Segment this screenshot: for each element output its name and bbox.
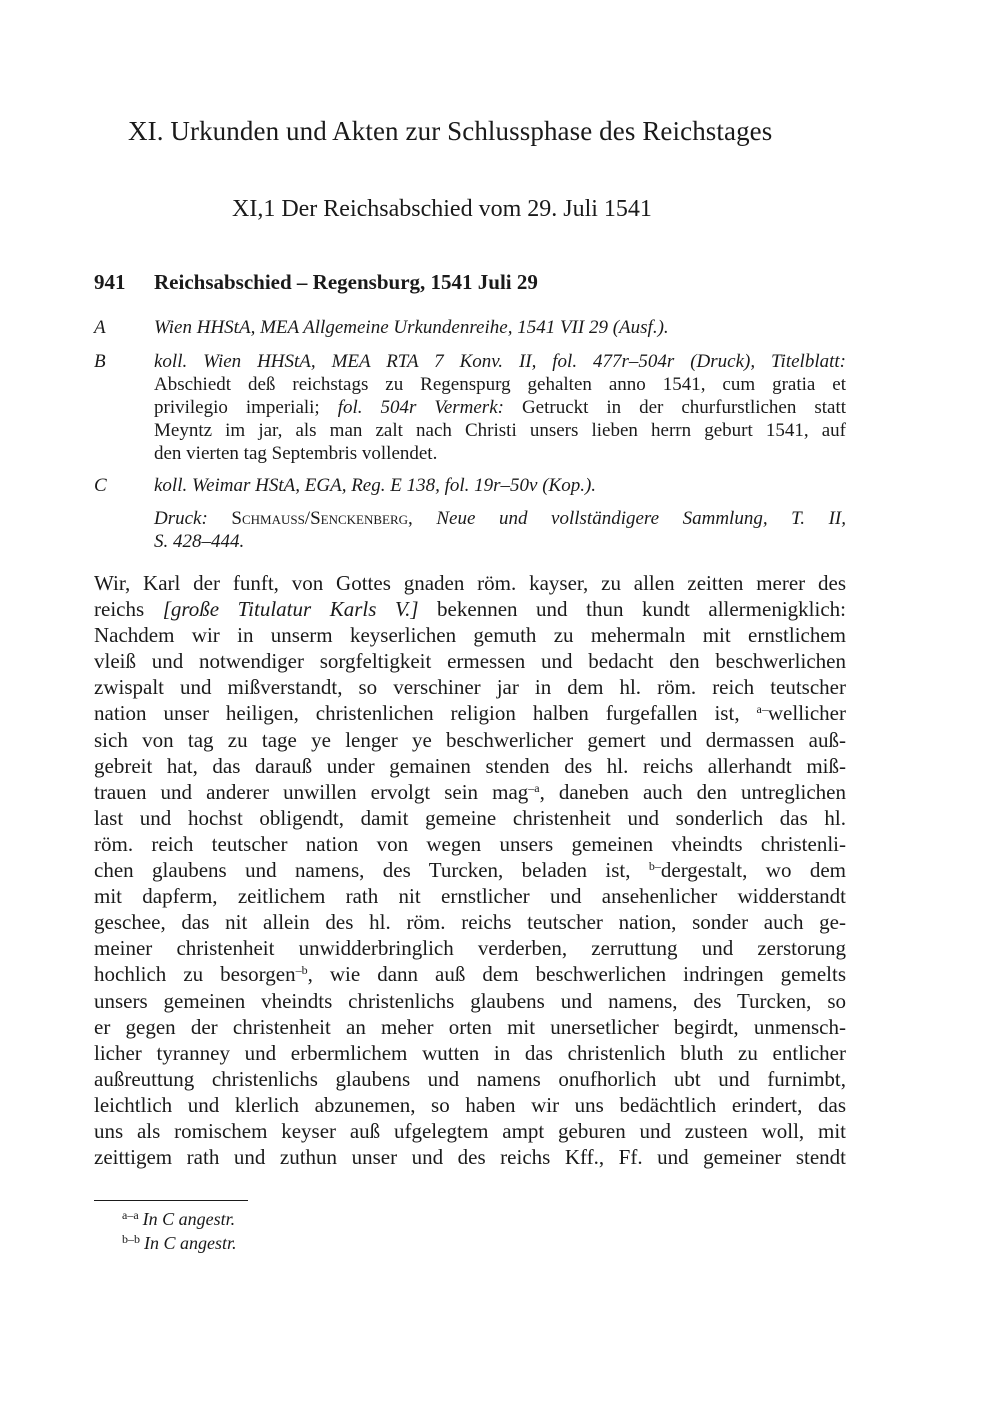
text-fragment: zeittigem rath und zuthun unser und des reichs Kff., Ff. und gemeiner stendt <box>94 1145 846 1170</box>
text-fragment: , wie dann auß dem beschwerlichen indringen gemelts <box>307 962 847 987</box>
text-line <box>94 1066 846 1092</box>
text-line <box>94 961 846 987</box>
text-line <box>94 648 846 674</box>
text-line <box>94 1040 846 1066</box>
print-note-pages: S. 428–444. <box>154 531 245 552</box>
text-line <box>94 779 846 805</box>
text-fragment: trauen und anderer unwillen ervolgt sein mag <box>94 779 529 804</box>
print-note-authors: Schmauss/Senckenberg, <box>231 508 413 529</box>
document-heading <box>94 270 538 295</box>
text-fragment: chen glaubens und namens, des Turcken, beladen ist, <box>94 858 649 883</box>
witness-siglum: C <box>94 475 107 496</box>
witness-text <box>154 350 846 465</box>
document-number: 941 <box>94 270 126 294</box>
footnote <box>122 1204 235 1230</box>
witness-b-fragment: fol. 504r Vermerk: <box>337 397 504 418</box>
footnote-text: In C angestr. <box>142 1209 236 1229</box>
text-fragment: Nachdem wir in unserm keyserlichen gemuth zu mehermaln mit ernstlichem <box>94 623 846 648</box>
print-note-line <box>154 507 846 530</box>
document-title: Reichsabschied – Regensburg, 1541 Juli 29 <box>154 270 538 294</box>
text-fragment: sich von tag zu tage ye lenger ye beschwerlicher gemert und dermassen auß- <box>94 727 846 752</box>
witness-b-line: koll. Wien HHStA, MEA RTA 7 Konv. II, fol. 477r–504r (Druck), Titelblatt: <box>154 351 846 372</box>
text-fragment: geschee, das nit allein des hl. röm. reichs teutscher nation, sonder auch ge- <box>94 910 846 935</box>
text-line <box>94 700 846 726</box>
footnote-reference: –a <box>528 780 540 795</box>
witness-siglum: B <box>94 351 106 372</box>
print-note-label: Druck: <box>154 508 208 529</box>
text-line <box>94 935 846 961</box>
text-line <box>94 570 846 596</box>
text-line <box>94 1092 846 1118</box>
text-fragment: licher tyranney und erbermlichem wutten in das christenlich bluth zu entlicher <box>94 1040 846 1065</box>
text-line <box>94 622 846 648</box>
text-fragment: er gegen der christenheit an meher orten mit unersetlicher begirdt, unmensch- <box>94 1014 846 1039</box>
text-fragment: bekennen und thun kundt allermenigklich: <box>418 597 846 622</box>
text-line <box>94 596 846 622</box>
print-note <box>94 507 846 555</box>
text-line <box>94 805 846 831</box>
text-fragment: dergestalt, wo dem <box>660 858 846 883</box>
witness-b-line: Meyntz im jar, als man zalt nach Christi unsers lieben herrn geburt 1541, auf <box>154 420 846 441</box>
text-fragment: gebreit hat, das darauß under gemainen stenden des hl. reichs allerhandt miß- <box>94 753 846 778</box>
text-line <box>94 753 846 779</box>
section-title: XI,1 Der Reichsabschied vom 29. Juli 1541 <box>232 196 652 222</box>
print-note-body <box>154 507 846 553</box>
footnote-text: In C angestr. <box>144 1233 237 1253</box>
text-line <box>94 831 846 857</box>
text-fragment: unsers gemeinen vheindts christenlichs glaubens und namens, des Turcken, so <box>94 988 846 1013</box>
witness-b <box>94 350 846 468</box>
text-fragment: [große Titulatur Karls V.] <box>162 597 419 622</box>
text-fragment: uns als romischem keyser auß ufgelegtem ampt geburen und zusteen woll, mit <box>94 1118 846 1143</box>
witness-siglum: A <box>94 317 106 338</box>
text-fragment: last und hochst obligendt, damit gemeine christenheit und sonderlich das hl. <box>94 805 846 830</box>
text-fragment: außreuttung christenlichs glaubens und namens onufhorlich ubt und furnimbt, <box>94 1066 846 1091</box>
text-line <box>94 857 846 883</box>
witness-b-line <box>154 396 846 419</box>
text-fragment: leichtlich und klerlich abzunemen, so haben wir uns bedächtlich erindert, das <box>94 1092 846 1117</box>
text-fragment: hochlich zu besorgen <box>94 962 296 987</box>
text-line <box>94 883 846 909</box>
text-line <box>94 1144 846 1170</box>
witness-text: Wien HHStA, MEA Allgemeine Urkundenreihe, 1541 VII 29 (Ausf.). <box>154 317 669 338</box>
witness-a <box>94 316 846 340</box>
footnote-mark: b–b <box>122 1232 140 1246</box>
text-line <box>94 727 846 753</box>
footnote-reference: a– <box>756 702 768 717</box>
text-line <box>94 988 846 1014</box>
text-line <box>94 674 846 700</box>
text-line <box>94 909 846 935</box>
text-fragment: , daneben auch den untreglichen <box>539 779 847 804</box>
main-text <box>94 570 846 1170</box>
footnote <box>122 1228 237 1254</box>
witness-b-line: den vierten tag Septembris vollendet. <box>154 443 438 464</box>
witness-b-fragment: Getruckt in der churfurstlichen statt <box>503 397 846 418</box>
footnote-reference: b– <box>648 859 661 874</box>
footnote-reference: –b <box>295 963 308 978</box>
text-fragment: reichs <box>94 597 163 622</box>
witness-b-line: Abschiedt deß reichstags zu Regenspurg gehalten anno 1541, cum gratia et <box>154 374 846 395</box>
text-fragment: röm. reich teutscher nation von wegen unsers gemeinen vheindts christenli- <box>94 831 846 856</box>
chapter-title: XI. Urkunden und Akten zur Schlussphase des Reichstages <box>128 116 773 146</box>
text-fragment: vleiß und notwendiger sorgfeltigkeit ermessen und bedacht den beschwerlichen <box>94 649 846 674</box>
text-line <box>94 1014 846 1040</box>
witness-text: koll. Weimar HStA, EGA, Reg. E 138, fol. 19r–50v (Kop.). <box>154 475 597 496</box>
text-line <box>94 1118 846 1144</box>
text-fragment: nation unser heiligen, christenlichen religion halben furgefallen ist, <box>94 701 757 726</box>
text-fragment: wellicher <box>767 701 846 726</box>
text-fragment: zwispalt und mißverstandt, so verschiner jar in dem hl. röm. reich teutscher <box>94 675 846 700</box>
text-fragment: Wir, Karl der funft, von Gottes gnaden röm. kayser, zu allen zeitten merer des <box>94 571 846 595</box>
witness-c <box>94 474 846 498</box>
witness-b-fragment: privilegio imperiali; <box>154 397 338 418</box>
footnote-divider <box>94 1200 248 1201</box>
print-note-work: Neue und vollständigere Sammlung, T. II, <box>412 508 847 529</box>
text-fragment: mit dapferm, zeitlichem rath nit ernstlicher und ansehenlicher widderstandt <box>94 884 846 909</box>
text-fragment: meiner christenheit unwidderbringlich verderben, zerruttung und zerstorung <box>94 936 846 961</box>
footnote-mark: a–a <box>122 1208 139 1222</box>
